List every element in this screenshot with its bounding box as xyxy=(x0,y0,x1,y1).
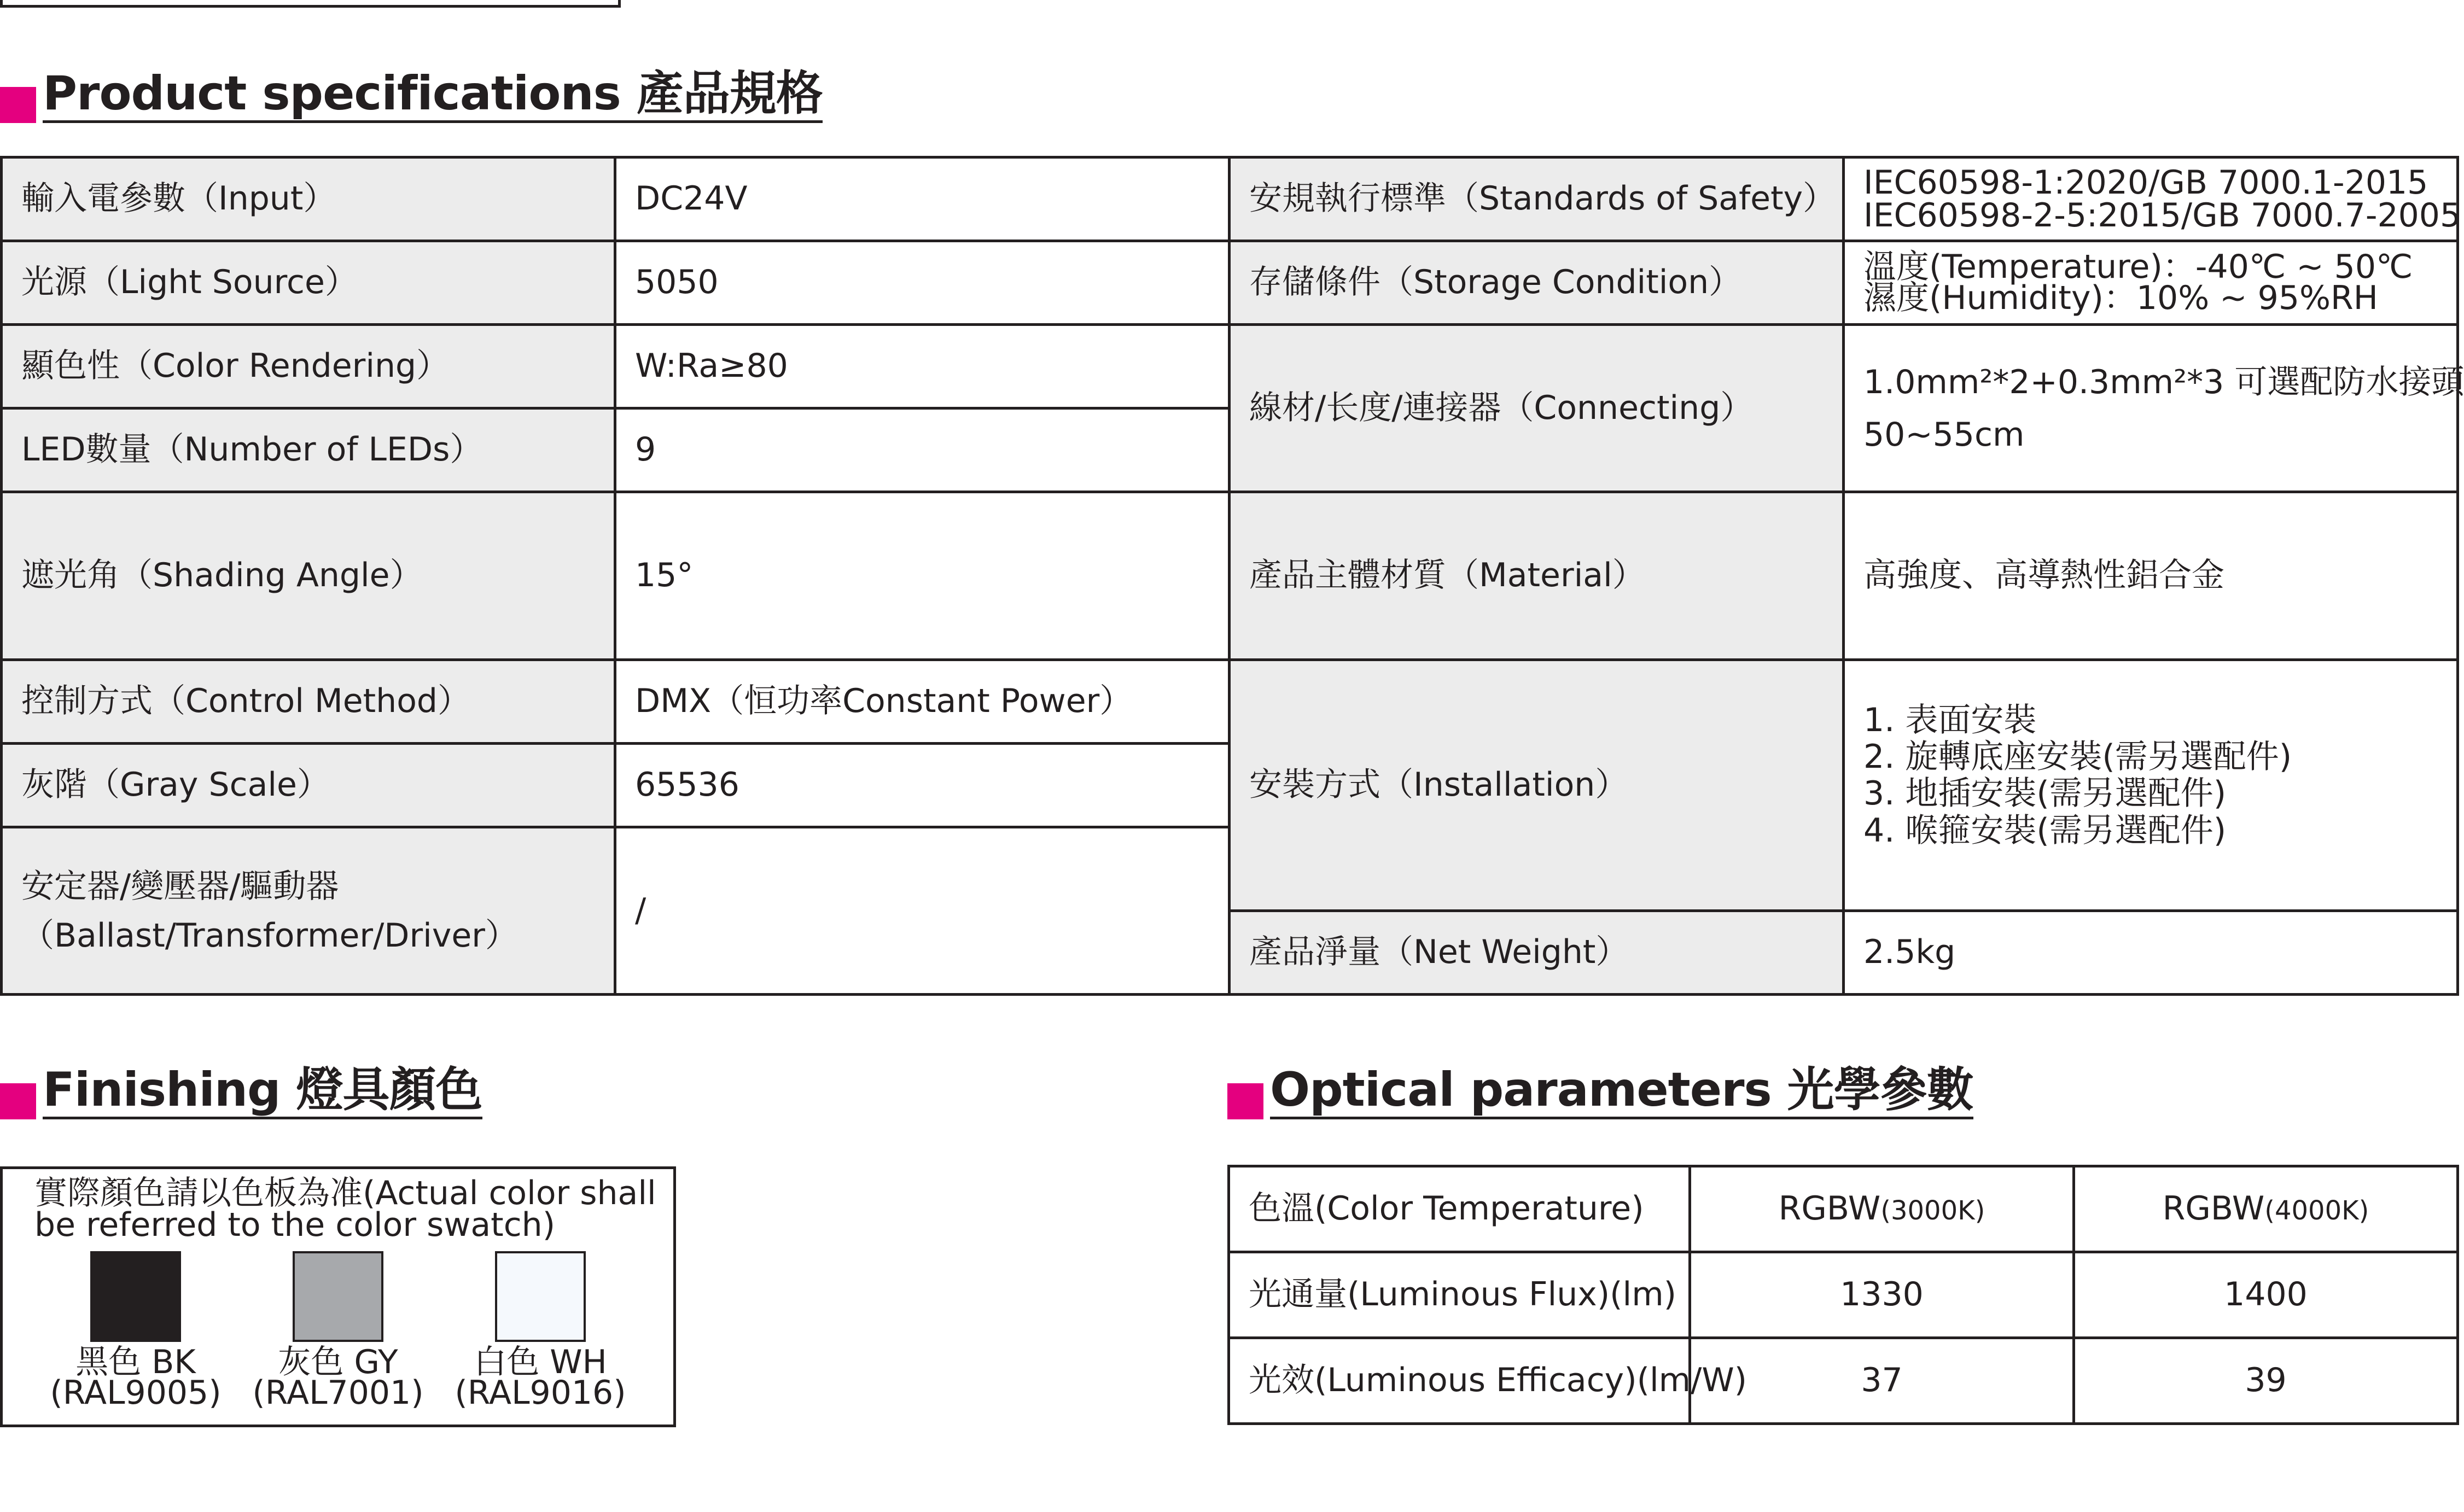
spec-section-title: Product specifications 產品規格 xyxy=(43,70,823,123)
safety-value-line: IEC60598-2-5:2015/GB 7000.7-2005 xyxy=(1863,196,2461,235)
ballast-value: / xyxy=(615,827,1230,995)
weight-label: 產品淨量（Net Weight） xyxy=(1230,911,1844,995)
optical-section-header xyxy=(1227,1063,1973,1119)
col1-sub: (3000K) xyxy=(1880,1195,1985,1227)
efficacy-label: 光效(Luminous Efficacy)(lm/W) xyxy=(1229,1338,1690,1424)
spec-table xyxy=(0,156,2464,996)
installation-item: 4. 喉箍安裝(需另選配件) xyxy=(1863,811,2227,850)
col2-main: RGBW xyxy=(2162,1189,2265,1228)
col2-sub: (4000K) xyxy=(2264,1195,2369,1227)
finishing-note: 實際顏色請以色板為准(Actual color shall be referred to the color swatch) xyxy=(34,1174,656,1244)
col1-header xyxy=(1690,1166,2074,1252)
shading-value: 15° xyxy=(615,492,1230,660)
connecting-value xyxy=(1844,325,2464,492)
connecting-value-line: 50~55cm xyxy=(1863,415,2025,454)
installation-value xyxy=(1844,660,2458,911)
gray-label: 灰階（Gray Scale） xyxy=(2,744,615,827)
storage-value-line: 濕度(Humidity)：10% ~ 95%RH xyxy=(1863,279,2378,317)
efficacy-value-1: 37 xyxy=(1690,1338,2074,1424)
ct-label: 色溫(Color Temperature) xyxy=(1229,1166,1690,1252)
swatch-white xyxy=(495,1251,586,1342)
finishing-box xyxy=(0,1166,676,1427)
light-source-value: 5050 xyxy=(615,241,1230,325)
swatch-code: (RAL7001) xyxy=(252,1374,424,1412)
connecting-label: 線材/长度/連接器（Connecting） xyxy=(1230,325,1844,492)
optical-table xyxy=(1227,1165,2459,1425)
color-rendering-value: W:Ra≥80 xyxy=(615,325,1230,408)
magenta-square-icon xyxy=(1227,1083,1263,1119)
installation-item: 1. 表面安裝 xyxy=(1863,701,2037,739)
swatch-code: (RAL9016) xyxy=(455,1374,626,1412)
ballast-label-line: （Ballast/Transformer/Driver） xyxy=(21,916,518,955)
flux-value-1: 1330 xyxy=(1690,1252,2074,1338)
flux-value-2: 1400 xyxy=(2074,1252,2458,1338)
light-source-label: 光源（Light Source） xyxy=(2,241,615,325)
spec-section-header xyxy=(0,66,823,123)
swatch-gray xyxy=(293,1251,383,1342)
swatch-name: 灰色 GY xyxy=(278,1343,398,1381)
weight-value: 2.5kg xyxy=(1844,911,2458,995)
ballast-label xyxy=(2,827,615,995)
gray-value: 65536 xyxy=(615,744,1230,827)
storage-value-line: 溫度(Temperature)：-40℃ ~ 50℃ xyxy=(1863,248,2413,286)
control-label: 控制方式（Control Method） xyxy=(2,660,615,744)
flux-label: 光通量(Luminous Flux)(lm) xyxy=(1229,1252,1690,1338)
safety-value-line: IEC60598-1:2020/GB 7000.1-2015 xyxy=(1863,164,2428,202)
col1-main: RGBW xyxy=(1778,1189,1881,1228)
material-label: 產品主體材質（Material） xyxy=(1230,492,1844,660)
safety-label: 安規執行標準（Standards of Safety） xyxy=(1230,157,1844,241)
magenta-square-icon xyxy=(0,87,36,123)
storage-label: 存儲條件（Storage Condition） xyxy=(1230,241,1844,325)
color-rendering-label: 顯色性（Color Rendering） xyxy=(2,325,615,408)
leds-value: 9 xyxy=(615,408,1230,492)
optical-section-title: Optical parameters 光學參數 xyxy=(1270,1066,1973,1119)
ballast-label-line: 安定器/變壓器/驅動器 xyxy=(21,867,339,906)
swatch-black xyxy=(90,1251,181,1342)
swatch-code: (RAL9005) xyxy=(50,1374,222,1412)
input-label: 輸入電參數（Input） xyxy=(2,157,615,241)
finishing-section-header xyxy=(0,1063,482,1119)
top-frame-edge xyxy=(0,0,621,8)
connecting-value-line: 1.0mm²*2+0.3mm²*3 可選配防水接頭 xyxy=(1863,363,2464,401)
finishing-section-title: Finishing 燈具顏色 xyxy=(43,1066,482,1119)
swatch-white-label xyxy=(453,1343,628,1412)
control-value: DMX（恒功率Constant Power） xyxy=(615,660,1230,744)
magenta-square-icon xyxy=(0,1083,36,1119)
installation-item: 2. 旋轉底座安裝(需另選配件) xyxy=(1863,738,2292,777)
material-value: 高強度、高導熱性鋁合金 xyxy=(1844,492,2458,660)
installation-item: 3. 地插安裝(需另選配件) xyxy=(1863,774,2227,813)
swatch-black-label xyxy=(48,1343,223,1412)
col2-header xyxy=(2074,1166,2458,1252)
swatch-name: 白色 WH xyxy=(474,1343,607,1381)
storage-value xyxy=(1844,241,2458,325)
safety-value xyxy=(1844,157,2461,241)
efficacy-value-2: 39 xyxy=(2074,1338,2458,1424)
leds-label: LED數量（Number of LEDs） xyxy=(2,408,615,492)
swatch-gray-label xyxy=(251,1343,426,1412)
installation-label: 安裝方式（Installation） xyxy=(1230,660,1844,911)
input-value: DC24V xyxy=(615,157,1230,241)
shading-label: 遮光角（Shading Angle） xyxy=(2,492,615,660)
swatch-name: 黑色 BK xyxy=(75,1343,196,1381)
